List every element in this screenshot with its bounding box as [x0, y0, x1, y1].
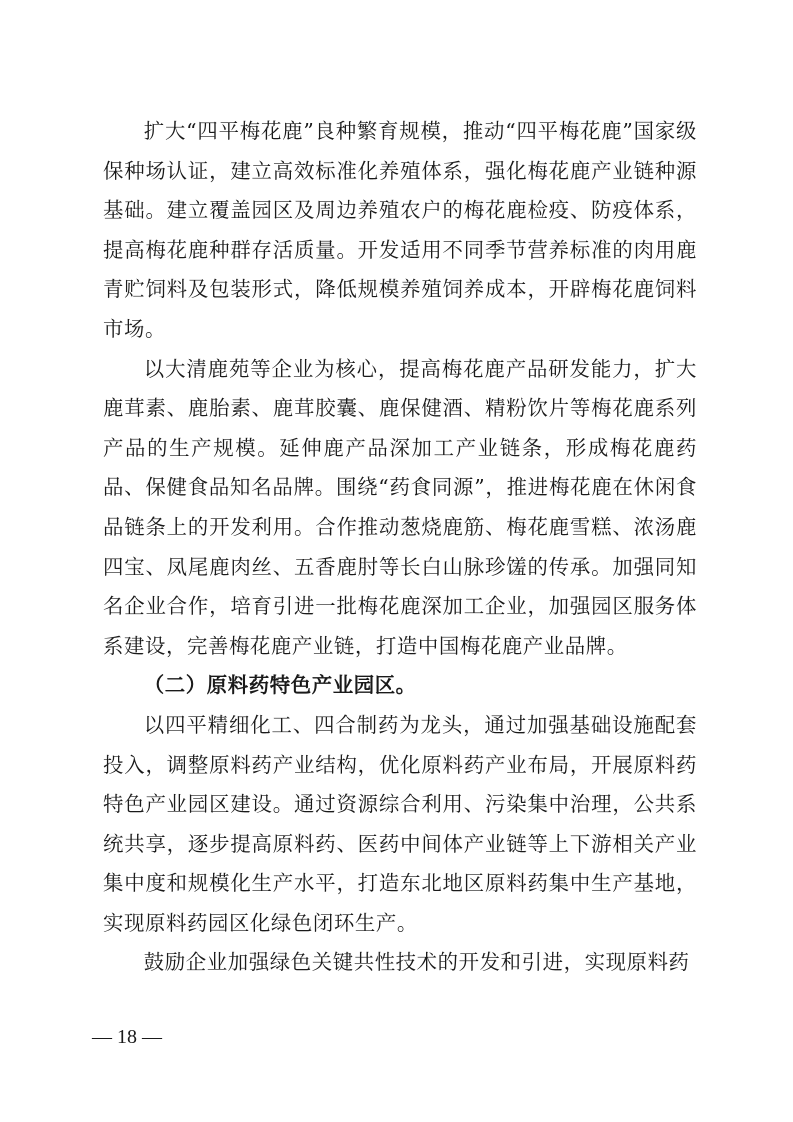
paragraph-deer-breeding: 扩大“四平梅花鹿”良种繁育规模，推动“四平梅花鹿”国家级保种场认证，建立高效标准化养殖体系，强化梅花鹿产业链种源基础。建立覆盖园区及周边养殖农户的梅花鹿检疫、防疫体系，提高梅花鹿种群存活质量。开发适用不同季节营养标准的肉用鹿青贮饲料及包装形式，降低规模养殖饲养成本，开辟梅花鹿饲料市场。	[103, 119, 697, 341]
body-text	[103, 112, 697, 983]
paragraph-api-park: 以四平精细化工、四合制药为龙头，通过加强基础设施配套投入，调整原料药产业结构，优化原料药产业布局，开展原料药特色产业园区建设。通过资源综合利用、污染集中治理，公共系统共享，逐步提高原料药、医药中间体产业链等上下游相关产业集中度和规模化生产水平，打造东北地区原料药集中生产基地，实现原料药园区化绿色闭环生产。	[103, 712, 697, 935]
page-number: — 18 —	[92, 1026, 162, 1048]
paragraph-green-tech: 鼓励企业加强绿色关键共性技术的开发和引进，实现原料药	[143, 950, 690, 975]
paragraph-deer-products: 以大清鹿苑等企业为核心，提高梅花鹿产品研发能力，扩大鹿茸素、鹿胎素、鹿茸胶囊、鹿保健酒、精粉饮片等梅花鹿系列产品的生产规模。延伸鹿产品深加工产业链条，形成梅花鹿药品、保健食品知名品牌。围绕“药食同源”，推进梅花鹿在休闲食品链条上的开发利用。合作推动葱烧鹿筋、梅花鹿雪糕、浓汤鹿四宝、凤尾鹿肉丝、五香鹿肘等长白山脉珍馐的传承。加强同知名企业合作，培育引进一批梅花鹿深加工企业，加强园区服务体系建设，完善梅花鹿产业链，打造中国梅花鹿产业品牌。	[103, 356, 697, 658]
section-heading-api-park: （二）原料药特色产业园区。	[143, 673, 417, 698]
